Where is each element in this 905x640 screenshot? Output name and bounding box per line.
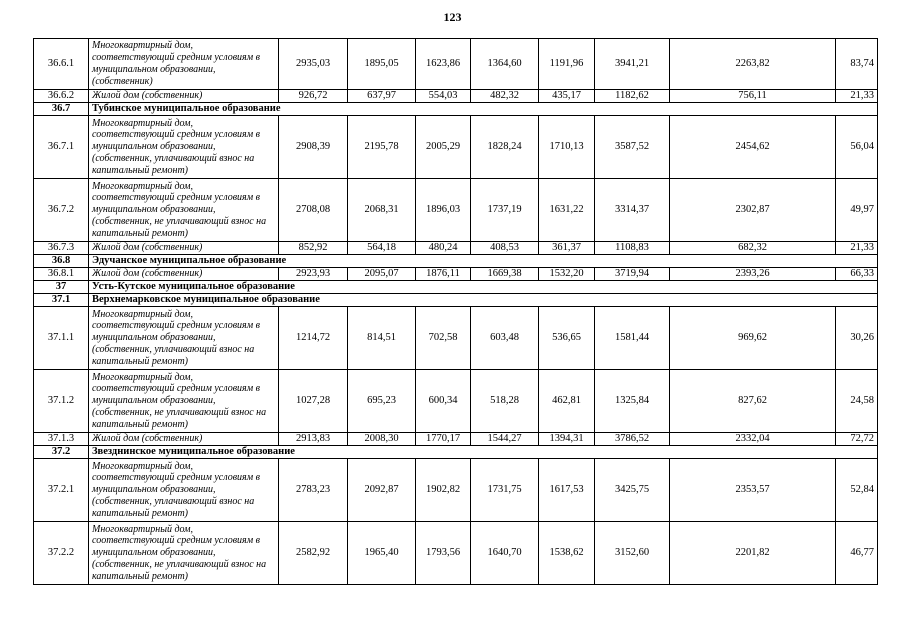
section-title: Верхнемарковское муниципальное образование bbox=[89, 294, 878, 307]
row-code: 36.8.1 bbox=[34, 268, 89, 281]
value-cell: 2708,08 bbox=[279, 179, 348, 242]
value-cell: 2353,57 bbox=[670, 459, 836, 522]
value-cell: 756,11 bbox=[670, 90, 836, 103]
value-cell: 603,48 bbox=[471, 307, 539, 370]
value-cell: 408,53 bbox=[471, 242, 539, 255]
value-cell: 2263,82 bbox=[670, 39, 836, 90]
value-cell: 2913,83 bbox=[279, 433, 348, 446]
value-cell: 2783,23 bbox=[279, 459, 348, 522]
row-description: Жилой дом (собственник) bbox=[89, 90, 279, 103]
row-code: 36.6.1 bbox=[34, 39, 89, 90]
value-cell: 2582,92 bbox=[279, 522, 348, 585]
row-description: Многоквартирный дом, соответствующий средним условиям в муниципальном образовании, (собственник) bbox=[89, 39, 279, 90]
row-description: Жилой дом (собственник) bbox=[89, 242, 279, 255]
row-description: Многоквартирный дом, соответствующий средним условиям в муниципальном образовании, (собственник, не уплачивающий взнос на капитальный ремонт) bbox=[89, 522, 279, 585]
value-cell: 1532,20 bbox=[539, 268, 595, 281]
row-code: 36.7 bbox=[34, 103, 89, 116]
value-cell: 926,72 bbox=[279, 90, 348, 103]
value-cell: 2092,87 bbox=[348, 459, 416, 522]
table-row bbox=[34, 433, 878, 446]
value-cell: 1896,03 bbox=[416, 179, 471, 242]
value-cell: 1191,96 bbox=[539, 39, 595, 90]
tariff-table bbox=[33, 38, 878, 585]
value-cell: 2068,31 bbox=[348, 179, 416, 242]
table-row bbox=[34, 307, 878, 370]
row-code: 36.8 bbox=[34, 255, 89, 268]
value-cell: 3152,60 bbox=[595, 522, 670, 585]
row-code: 37.1.3 bbox=[34, 433, 89, 446]
value-cell: 1617,53 bbox=[539, 459, 595, 522]
table-row bbox=[34, 116, 878, 179]
value-cell: 1027,28 bbox=[279, 370, 348, 433]
value-cell: 2923,93 bbox=[279, 268, 348, 281]
row-code: 37 bbox=[34, 281, 89, 294]
value-cell: 1394,31 bbox=[539, 433, 595, 446]
value-cell: 2302,87 bbox=[670, 179, 836, 242]
value-cell: 2908,39 bbox=[279, 116, 348, 179]
row-code: 37.2.2 bbox=[34, 522, 89, 585]
value-cell: 600,34 bbox=[416, 370, 471, 433]
row-code: 37.1 bbox=[34, 294, 89, 307]
section-row bbox=[34, 255, 878, 268]
value-cell: 2454,62 bbox=[670, 116, 836, 179]
value-cell: 462,81 bbox=[539, 370, 595, 433]
value-cell: 2005,29 bbox=[416, 116, 471, 179]
value-cell: 564,18 bbox=[348, 242, 416, 255]
section-row bbox=[34, 103, 878, 116]
table-row bbox=[34, 370, 878, 433]
page-number: 123 bbox=[443, 10, 462, 24]
row-description: Многоквартирный дом, соответствующий средним условиям в муниципальном образовании, (собственник, уплачивающий взнос на капитальный ремонт) bbox=[89, 459, 279, 522]
value-cell: 52,84 bbox=[836, 459, 878, 522]
value-cell: 827,62 bbox=[670, 370, 836, 433]
value-cell: 3314,37 bbox=[595, 179, 670, 242]
value-cell: 518,28 bbox=[471, 370, 539, 433]
value-cell: 1581,44 bbox=[595, 307, 670, 370]
value-cell: 1182,62 bbox=[595, 90, 670, 103]
table-row bbox=[34, 522, 878, 585]
section-title: Эдучанское муниципальное образование bbox=[89, 255, 878, 268]
value-cell: 1895,05 bbox=[348, 39, 416, 90]
value-cell: 3786,52 bbox=[595, 433, 670, 446]
value-cell: 21,33 bbox=[836, 90, 878, 103]
value-cell: 1669,38 bbox=[471, 268, 539, 281]
row-description: Многоквартирный дом, соответствующий средним условиям в муниципальном образовании, (собственник, не уплачивающий взнос на капитальный ремонт) bbox=[89, 179, 279, 242]
value-cell: 1325,84 bbox=[595, 370, 670, 433]
section-title: Звезднинское муниципальное образование bbox=[89, 446, 878, 459]
value-cell: 2008,30 bbox=[348, 433, 416, 446]
section-title: Тубинское муниципальное образование bbox=[89, 103, 878, 116]
value-cell: 852,92 bbox=[279, 242, 348, 255]
value-cell: 1737,19 bbox=[471, 179, 539, 242]
value-cell: 682,32 bbox=[670, 242, 836, 255]
value-cell: 72,72 bbox=[836, 433, 878, 446]
value-cell: 1902,82 bbox=[416, 459, 471, 522]
value-cell: 435,17 bbox=[539, 90, 595, 103]
value-cell: 1793,56 bbox=[416, 522, 471, 585]
value-cell: 2201,82 bbox=[670, 522, 836, 585]
value-cell: 1631,22 bbox=[539, 179, 595, 242]
value-cell: 3941,21 bbox=[595, 39, 670, 90]
value-cell: 2935,03 bbox=[279, 39, 348, 90]
value-cell: 1364,60 bbox=[471, 39, 539, 90]
value-cell: 46,77 bbox=[836, 522, 878, 585]
value-cell: 361,37 bbox=[539, 242, 595, 255]
row-description: Многоквартирный дом, соответствующий средним условиям в муниципальном образовании, (собственник, уплачивающий взнос на капитальный ремонт) bbox=[89, 116, 279, 179]
value-cell: 21,33 bbox=[836, 242, 878, 255]
table-row bbox=[34, 268, 878, 281]
row-description: Жилой дом (собственник) bbox=[89, 433, 279, 446]
value-cell: 554,03 bbox=[416, 90, 471, 103]
value-cell: 2095,07 bbox=[348, 268, 416, 281]
value-cell: 3587,52 bbox=[595, 116, 670, 179]
value-cell: 1731,75 bbox=[471, 459, 539, 522]
row-description: Жилой дом (собственник) bbox=[89, 268, 279, 281]
section-row bbox=[34, 446, 878, 459]
value-cell: 969,62 bbox=[670, 307, 836, 370]
value-cell: 482,32 bbox=[471, 90, 539, 103]
value-cell: 3719,94 bbox=[595, 268, 670, 281]
row-code: 37.2 bbox=[34, 446, 89, 459]
value-cell: 480,24 bbox=[416, 242, 471, 255]
row-code: 36.7.1 bbox=[34, 116, 89, 179]
table-row bbox=[34, 459, 878, 522]
value-cell: 1828,24 bbox=[471, 116, 539, 179]
value-cell: 56,04 bbox=[836, 116, 878, 179]
section-title: Усть-Кутское муниципальное образование bbox=[89, 281, 878, 294]
value-cell: 1965,40 bbox=[348, 522, 416, 585]
table-body bbox=[34, 39, 878, 585]
value-cell: 1108,83 bbox=[595, 242, 670, 255]
value-cell: 637,97 bbox=[348, 90, 416, 103]
value-cell: 1640,70 bbox=[471, 522, 539, 585]
value-cell: 1538,62 bbox=[539, 522, 595, 585]
value-cell: 2195,78 bbox=[348, 116, 416, 179]
table-row bbox=[34, 242, 878, 255]
value-cell: 83,74 bbox=[836, 39, 878, 90]
row-code: 37.1.2 bbox=[34, 370, 89, 433]
value-cell: 2332,04 bbox=[670, 433, 836, 446]
value-cell: 24,58 bbox=[836, 370, 878, 433]
table-row bbox=[34, 39, 878, 90]
value-cell: 66,33 bbox=[836, 268, 878, 281]
row-code: 37.2.1 bbox=[34, 459, 89, 522]
row-code: 36.7.3 bbox=[34, 242, 89, 255]
value-cell: 702,58 bbox=[416, 307, 471, 370]
value-cell: 2393,26 bbox=[670, 268, 836, 281]
value-cell: 695,23 bbox=[348, 370, 416, 433]
value-cell: 30,26 bbox=[836, 307, 878, 370]
section-row bbox=[34, 281, 878, 294]
value-cell: 1770,17 bbox=[416, 433, 471, 446]
value-cell: 814,51 bbox=[348, 307, 416, 370]
value-cell: 1214,72 bbox=[279, 307, 348, 370]
value-cell: 3425,75 bbox=[595, 459, 670, 522]
row-description: Многоквартирный дом, соответствующий средним условиям в муниципальном образовании, (собственник, уплачивающий взнос на капитальный ремонт) bbox=[89, 307, 279, 370]
row-code: 37.1.1 bbox=[34, 307, 89, 370]
table-row bbox=[34, 179, 878, 242]
row-code: 36.7.2 bbox=[34, 179, 89, 242]
table-row bbox=[34, 90, 878, 103]
section-row bbox=[34, 294, 878, 307]
value-cell: 1623,86 bbox=[416, 39, 471, 90]
value-cell: 1544,27 bbox=[471, 433, 539, 446]
value-cell: 1710,13 bbox=[539, 116, 595, 179]
row-code: 36.6.2 bbox=[34, 90, 89, 103]
value-cell: 49,97 bbox=[836, 179, 878, 242]
value-cell: 536,65 bbox=[539, 307, 595, 370]
row-description: Многоквартирный дом, соответствующий средним условиям в муниципальном образовании, (собственник, не уплачивающий взнос на капитальный ремонт) bbox=[89, 370, 279, 433]
value-cell: 1876,11 bbox=[416, 268, 471, 281]
